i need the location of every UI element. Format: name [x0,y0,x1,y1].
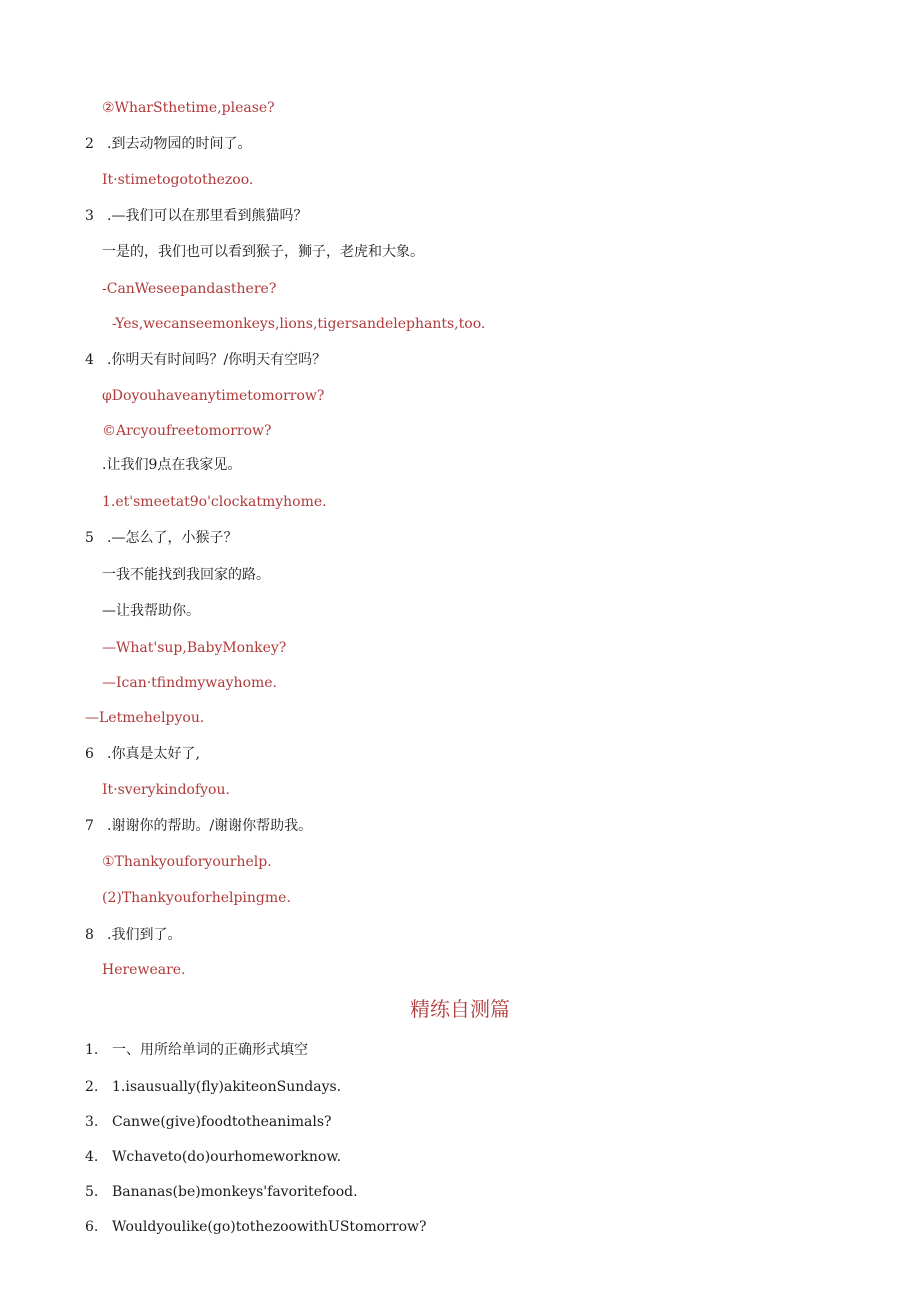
answer-line: —What'sup,BabyMonkey? [102,640,287,656]
exercise-item: 一、用所给单词的正确形式填空 [112,1042,308,1058]
answer-line: -CanWeseepandasthere? [102,281,277,297]
exercise-item: Canwe(give)foodtotheanimals? [112,1114,332,1130]
prompt-line: 一我不能找到我回家的路。 [102,567,270,583]
answer-line: ©Arcyoufreetomorrow? [102,423,272,439]
exercise-number: 6. [85,1219,99,1235]
exercise-item: Bananas(be)monkeys'favoritefood. [112,1184,358,1200]
answer-line: —Ican·tfindmywayhome. [102,675,278,691]
answer-line: 1.et'smeetat9o'clockatmyhome. [102,494,327,510]
exercise-number: 1. [85,1042,99,1058]
item-number: 4 [85,352,94,368]
answer-line: ②WharSthetime,please? [102,100,275,116]
answer-line: φDoyouhaveanytimetomorrow? [102,388,325,404]
item-number: 6 [85,746,94,762]
prompt-line: 一是的，我们也可以看到猴子，狮子，老虎和大象。 [102,244,424,260]
answer-line: -Yes,wecanseemonkeys,lions,tigersandelephants,too. [112,316,486,332]
exercise-number: 2. [85,1079,99,1095]
prompt-line: —让我帮助你。 [102,603,200,619]
answer-line: (2)Thankyouforhelpingme. [102,890,291,906]
item-number: 2 [85,136,94,152]
prompt-line: .我们到了。 [107,927,182,943]
exercise-item: 1.isausually(fly)akiteonSundays. [112,1079,342,1095]
item-number: 7 [85,818,94,834]
answer-line: ①Thankyouforyourhelp. [102,854,272,870]
item-number: 3 [85,208,94,224]
prompt-line: .到去动物园的时间了。 [107,136,252,152]
exercise-item: Wchaveto(do)ourhomeworknow. [112,1149,342,1165]
item-number: 5 [85,530,94,546]
prompt-line: .你明天有时间吗？/你明天有空吗？ [107,352,327,368]
answer-line: Hereweare. [102,962,186,978]
answer-line: It·stimetogotothezoo. [102,172,254,188]
answer-line: —Letmehelpyou. [85,710,205,726]
section-heading: 精练自测篇 [410,997,510,1021]
prompt-line: .—怎么了，小猴子？ [107,530,238,546]
answer-line: It·sverykindofyou. [102,782,230,798]
prompt-line: .你真是太好了, [107,746,200,762]
item-number: 8 [85,927,94,943]
exercise-item: Wouldyoulike(go)tothezoowithUStomorrow? [112,1219,427,1235]
exercise-number: 4. [85,1149,99,1165]
prompt-line: .让我们9点在我家见。 [102,457,242,473]
exercise-number: 3. [85,1114,99,1130]
prompt-line: .—我们可以在那里看到熊猫吗？ [107,208,308,224]
prompt-line: .谢谢你的帮助。/谢谢你帮助我。 [107,818,313,834]
exercise-number: 5. [85,1184,99,1200]
